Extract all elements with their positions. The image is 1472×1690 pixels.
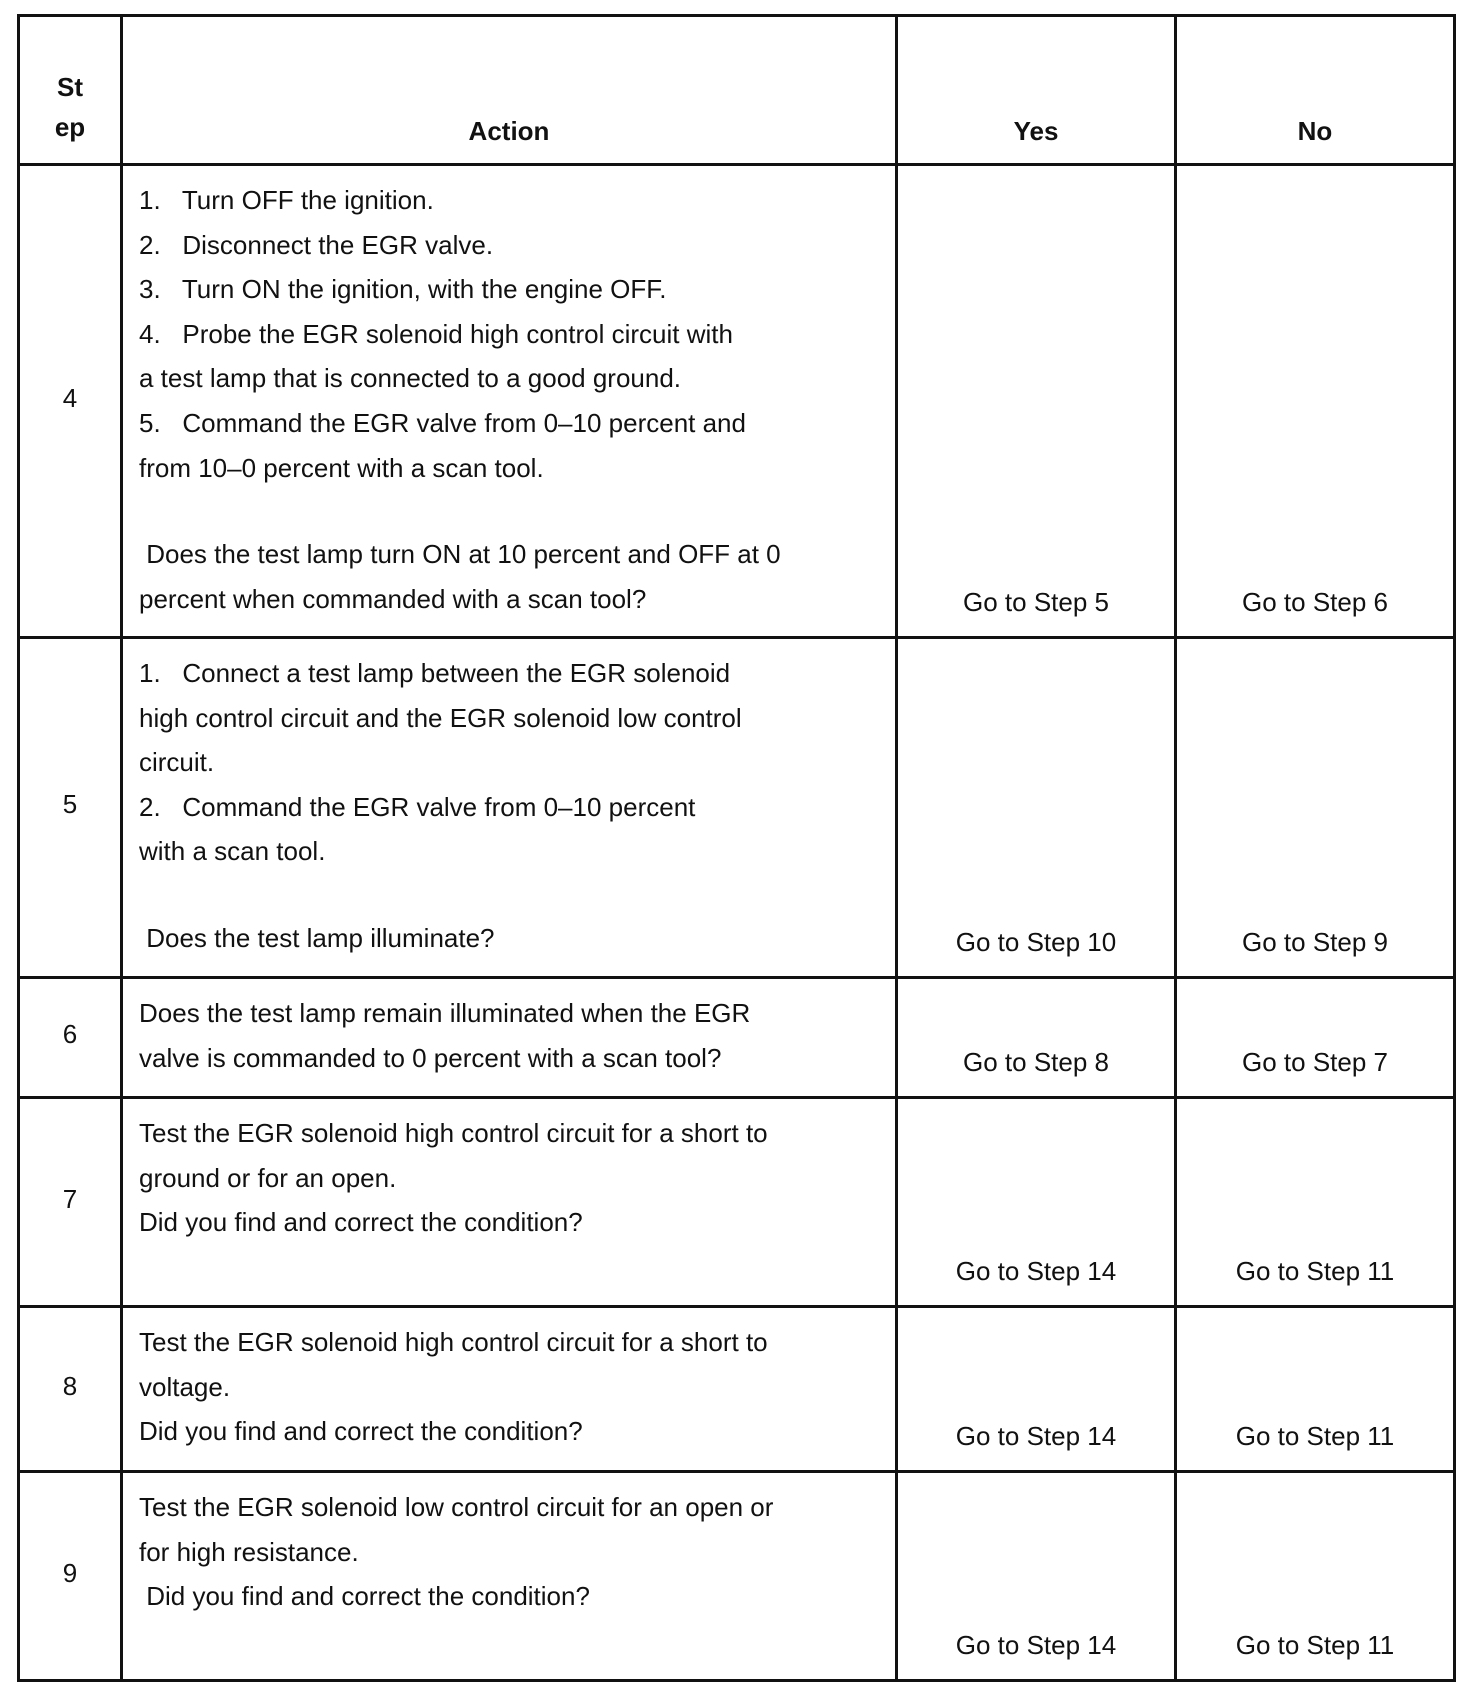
action-line: 4. Probe the EGR solenoid high control circuit with (139, 318, 733, 349)
action-line: voltage. (139, 1371, 231, 1402)
yes-result-text: Go to Step 5 (963, 587, 1109, 617)
yes-result (897, 978, 1176, 1098)
header-step-line1: St (57, 72, 83, 102)
no-result-text: Go to Step 11 (1235, 1630, 1395, 1660)
yes-result (897, 165, 1176, 638)
action-line: 3. Turn ON the ignition, with the engine OFF. (139, 274, 667, 305)
action-line: with a scan tool. (139, 836, 326, 867)
header-no: No (1176, 16, 1455, 165)
step-number: 5 (19, 638, 122, 978)
action-line: for high resistance. (139, 1536, 359, 1567)
action-cell (122, 638, 897, 978)
action-line: Test the EGR solenoid high control circuit for a short to (139, 1327, 768, 1357)
yes-result-text: Go to Step 14 (955, 1256, 1117, 1286)
yes-result (897, 638, 1176, 978)
no-result (1176, 165, 1455, 638)
yes-result-text: Go to Step 14 (955, 1421, 1117, 1451)
no-result-text: Go to Step 6 (1242, 587, 1388, 617)
no-result (1176, 1472, 1455, 1681)
diagnostic-steps-table (17, 14, 1456, 1682)
action-spacer (139, 490, 885, 532)
step-number: 9 (19, 1472, 122, 1681)
action-line: 5. Command the EGR valve from 0–10 percent and (139, 407, 746, 438)
action-line: Did you find and correct the condition? (139, 1207, 583, 1238)
yes-result-text: Go to Step 8 (963, 1047, 1109, 1077)
yes-result (897, 1307, 1176, 1472)
header-row (19, 16, 1455, 165)
step-row (19, 1098, 1455, 1307)
step-number: 7 (19, 1098, 122, 1307)
no-result-text: Go to Step 7 (1242, 1047, 1388, 1077)
step-row (19, 1307, 1455, 1472)
step-row (19, 638, 1455, 978)
action-line: circuit. (139, 747, 215, 778)
header-yes: Yes (897, 16, 1176, 165)
action-line: 1. Connect a test lamp between the EGR solenoid (139, 658, 731, 688)
step-number: 8 (19, 1307, 122, 1472)
no-result-text: Go to Step 11 (1235, 1256, 1395, 1286)
header-action: Action (122, 16, 897, 165)
action-line: from 10–0 percent with a scan tool. (139, 452, 544, 483)
action-line: a test lamp that is connected to a good ground. (139, 363, 682, 394)
action-line: 1. Turn OFF the ignition. (139, 185, 434, 215)
action-line: Did you find and correct the condition? (139, 1581, 590, 1612)
yes-result-text: Go to Step 10 (955, 927, 1117, 957)
action-cell (122, 1098, 897, 1307)
action-cell (122, 1472, 897, 1681)
yes-result (897, 1472, 1176, 1681)
action-cell (122, 1307, 897, 1472)
step-number: 6 (19, 978, 122, 1098)
no-result (1176, 1307, 1455, 1472)
action-line: percent when commanded with a scan tool? (139, 583, 647, 614)
action-line: Did you find and correct the condition? (139, 1416, 583, 1447)
no-result-text: Go to Step 11 (1235, 1421, 1395, 1451)
action-line: ground or for an open. (139, 1162, 397, 1193)
action-line: Does the test lamp illuminate? (139, 922, 495, 953)
step-row (19, 165, 1455, 638)
action-line: Test the EGR solenoid low control circuit for an open or (139, 1492, 774, 1522)
action-line: Test the EGR solenoid high control circuit for a short to (139, 1118, 768, 1148)
action-line: Does the test lamp remain illuminated when the EGR (139, 998, 751, 1028)
yes-result (897, 1098, 1176, 1307)
step-row (19, 1472, 1455, 1681)
action-spacer (139, 874, 885, 916)
action-line: valve is commanded to 0 percent with a scan tool? (139, 1042, 722, 1073)
action-line: high control circuit and the EGR solenoid low control (139, 702, 742, 733)
step-number: 4 (19, 165, 122, 638)
step-row (19, 978, 1455, 1098)
header-step (19, 16, 122, 165)
action-cell (122, 978, 897, 1098)
action-line: 2. Disconnect the EGR valve. (139, 229, 494, 260)
no-result (1176, 1098, 1455, 1307)
no-result (1176, 978, 1455, 1098)
yes-result-text: Go to Step 14 (955, 1630, 1117, 1660)
header-step-line2: ep (54, 112, 86, 142)
action-line: Does the test lamp turn ON at 10 percent and OFF at 0 (139, 539, 781, 570)
action-cell (122, 165, 897, 638)
no-result-text: Go to Step 9 (1242, 927, 1388, 957)
action-line: 2. Command the EGR valve from 0–10 percent (139, 791, 696, 822)
no-result (1176, 638, 1455, 978)
